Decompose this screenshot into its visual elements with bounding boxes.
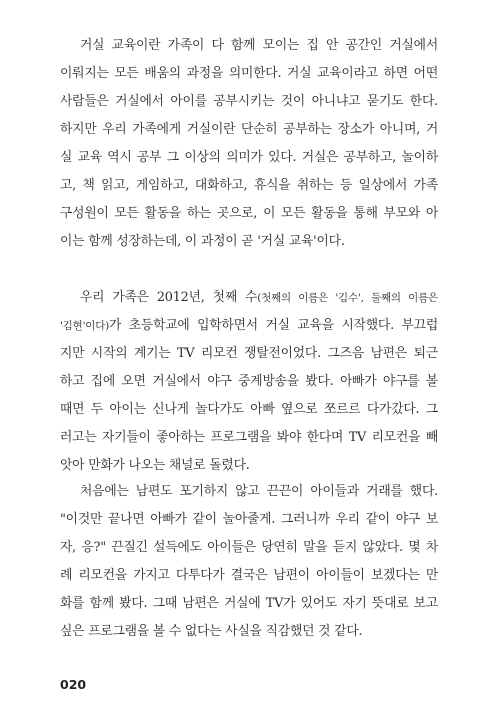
text-line: 사람들은 거실에서 아이를 공부시키는 것이 아니냐고 묻기도 한다.	[60, 94, 438, 109]
text-line: 싶은 프로그램을 볼 수 없다는 사실을 직감했던 것 같다.	[60, 624, 363, 639]
text-line: 우리 가족은 2012년, 첫째 수(첫째의 이름은 '김수', 둘째의 이름은	[80, 290, 438, 305]
text-line: 이뤄지는 모든 배움의 과정을 의미한다. 거실 교육이라고 하면 어떤	[60, 66, 438, 81]
text-line: 자, 응?" 끈질긴 설득에도 아이들은 당연히 말을 듣지 않았다. 몇 차	[60, 540, 438, 555]
text-line: 화를 함께 봤다. 그때 남편은 거실에 TV가 있어도 자기 뜻대로 보고	[60, 596, 438, 611]
name-annotation: (첫째의 이름은 '김수', 둘째의 이름은	[257, 292, 438, 304]
name-annotation: '김현'이다)	[60, 320, 110, 332]
text-line: 앗아 만화가 나오는 채널로 돌렸다.	[60, 458, 250, 473]
text-line: 이는 함께 성장하는데, 이 과정이 곧 '거실 교육'이다.	[60, 234, 345, 249]
text-line: 구성원이 모든 활동을 하는 곳으로, 이 모든 활동을 통해 부모와 아	[60, 206, 438, 221]
text-line: 하지만 우리 가족에게 거실이란 단순히 공부하는 장소가 아니며, 거	[60, 122, 438, 137]
text-line: 처음에는 남편도 포기하지 않고 끈끈이 아이들과 거래를 했다.	[80, 484, 438, 499]
page-number: 020	[60, 677, 87, 692]
text-line: 고, 책 읽고, 게임하고, 대화하고, 휴식을 취하는 등 일상에서 가족	[60, 178, 438, 193]
text-line: 하고 집에 오면 거실에서 야구 중계방송을 봤다. 아빠가 야구를 볼	[60, 374, 438, 389]
text-line: '김현'이다)가 초등학교에 입학하면서 거실 교육을 시작했다. 부끄럽	[60, 318, 438, 333]
text-line: 례 리모컨을 가지고 다투다가 결국은 남편이 아이들이 보겠다는 만	[60, 568, 438, 583]
text-line: 러고는 자기들이 좋아하는 프로그램을 봐야 한다며 TV 리모컨을 빼	[60, 430, 438, 445]
text-line: "이것만 끝나면 아빠가 같이 놀아줄게. 그러니까 우리 같이 야구 보	[60, 512, 438, 527]
text-line: 지만 시작의 계기는 TV 리모컨 쟁탈전이었다. 그즈음 남편은 퇴근	[60, 346, 438, 361]
text-line: 거실 교육이란 가족이 다 함께 모이는 집 안 공간인 거실에서	[80, 38, 438, 53]
text-line: 실 교육 역시 공부 그 이상의 의미가 있다. 거실은 공부하고, 놀이하	[60, 150, 438, 165]
text-line: 때면 두 아이는 신나게 놀다가도 아빠 옆으로 쪼르르 다가갔다. 그	[60, 402, 438, 417]
